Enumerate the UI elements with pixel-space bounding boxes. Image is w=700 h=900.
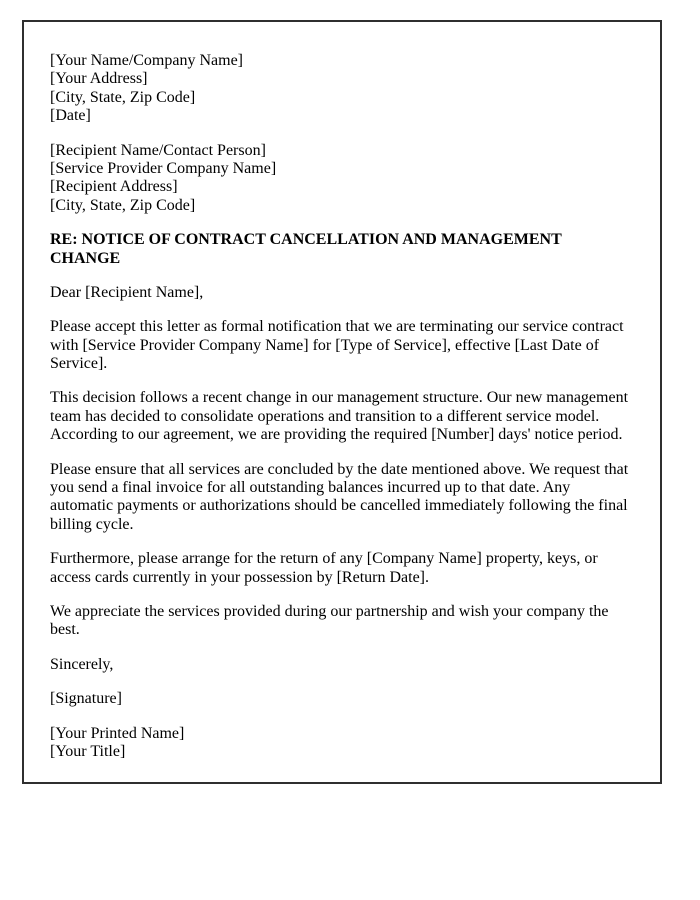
sender-address-line: [Your Address] bbox=[50, 70, 148, 88]
printed-name-line: [Your Printed Name] bbox=[50, 724, 185, 742]
sender-name-line: [Your Name/Company Name] bbox=[50, 52, 244, 69]
title-line: [Your Title] bbox=[50, 742, 126, 760]
body-paragraph-management-change: This decision follows a recent change in our management structure. Our new management team has decided to consolidate operations and transition to a different service model. According to our agreement, we are providing the required [Number] days' notice period. bbox=[50, 389, 629, 444]
recipient-city-line: [City, State, Zip Code] bbox=[50, 196, 196, 214]
signature-placeholder: [Signature] bbox=[50, 690, 122, 708]
closing: Sincerely, bbox=[50, 655, 114, 673]
recipient-address-block bbox=[50, 142, 630, 216]
body-paragraph-property-return: Furthermore, please arrange for the return of any [Company Name] property, keys, or access cards currently in your possession by [Return Date]. bbox=[50, 550, 598, 586]
recipient-company-line: [Service Provider Company Name] bbox=[50, 159, 277, 177]
subject-line: RE: NOTICE OF CONTRACT CANCELLATION AND MANAGEMENT CHANGE bbox=[50, 231, 562, 267]
salutation: Dear [Recipient Name], bbox=[50, 283, 204, 301]
recipient-name-line: [Recipient Name/Contact Person] bbox=[50, 141, 266, 159]
recipient-address-line: [Recipient Address] bbox=[50, 178, 178, 196]
signature-block bbox=[50, 725, 630, 762]
sender-city-line: [City, State, Zip Code] bbox=[50, 88, 196, 106]
body-paragraph-appreciation: We appreciate the services provided during our partnership and wish your company the best. bbox=[50, 602, 609, 639]
sender-address-block bbox=[50, 52, 630, 126]
body-paragraph-final-invoice: Please ensure that all services are concluded by the date mentioned above. We request that you send a final invoice for all outstanding balances incurred up to that date. Any automatic payments or authorizations should be cancelled immediately following the final billing cycle. bbox=[50, 460, 629, 533]
letter-page bbox=[22, 20, 662, 784]
body-paragraph-termination: Please accept this letter as formal notification that we are terminating our service contract with [Service Provider Company Name] for [Type of Service], effective [Last Date of Service]. bbox=[50, 318, 624, 373]
date-line: [Date] bbox=[50, 107, 91, 125]
